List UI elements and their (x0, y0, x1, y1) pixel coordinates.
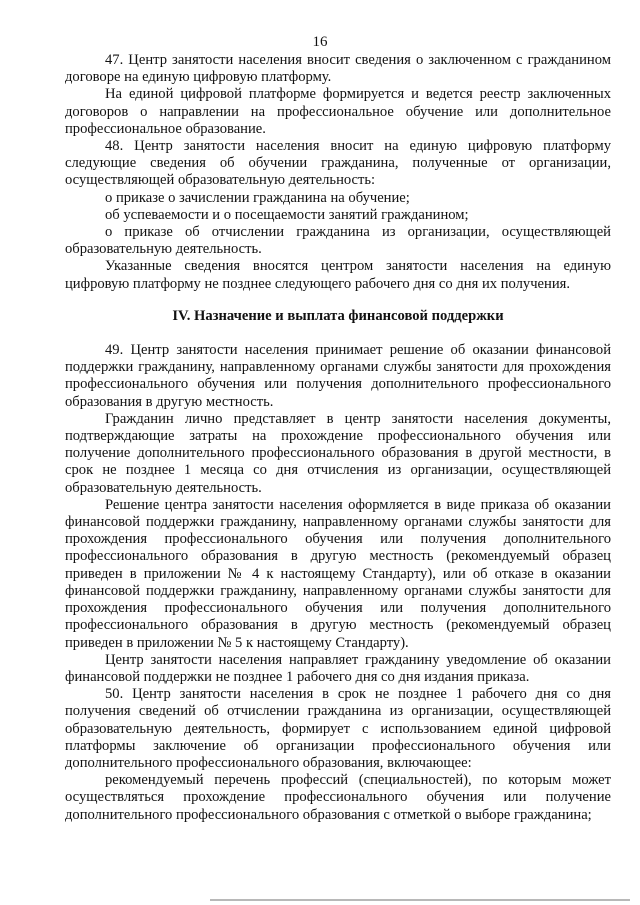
paragraph-decision: Решение центра занятости населения оформляется в виде приказа об оказании финансовой поддержки гражданину, направленному органами службы занятости для прохождения профессионального обучения или получения дополнительного профессионального образования в другую местность (рекомендуемый образец приведен в приложении № 4 к настоящему Стандарту), или об отказе в оказании финансовой поддержки гражданину, направленному органами службы занятости для прохождения профессионального обучения или получения дополнительного профессионального образования в другую местность (рекомендуемый образец приведен в приложении № 5 к настоящему Стандарту). (65, 496, 611, 651)
list-item-attendance: об успеваемости и о посещаемости занятий гражданином; (105, 206, 469, 223)
paragraph-49: 49. Центр занятости населения принимает решение об оказании финансовой поддержки гражданину, направленному органами службы занятости для прохождения профессионального обучения или получения дополнительного профессионального образования в другую местность. (65, 342, 611, 410)
document-body (65, 52, 611, 824)
paragraph-documents: Гражданин лично представляет в центр занятости населения документы, подтверждающие затраты на прохождение профессионального обучения или получение дополнительного профессионального образования в другой местности, в срок не позднее 1 месяца со дня отчисления из организации, осуществляющей образовательную деятельность. (65, 410, 611, 496)
section-heading: IV. Назначение и выплата финансовой поддержки (172, 307, 504, 324)
scan-edge-line (210, 899, 630, 901)
paragraph-notification: Центр занятости населения направляет гражданину уведомление об оказании финансовой поддержки не позднее 1 рабочего дня со дня издания приказа. (65, 651, 611, 685)
list-item-enrollment: о приказе о зачислении гражданина на обучение; (105, 189, 410, 206)
paragraph-47: 47. Центр занятости населения вносит сведения о заключенном с гражданином договоре на единую цифровую платформу. (65, 52, 611, 86)
page-number: 16 (312, 34, 328, 50)
paragraph-50: 50. Центр занятости населения в срок не позднее 1 рабочего дня со дня получения сведений об отчислении гражданина из организации, осуществляющей образовательную деятельность, формирует с использованием единой цифровой платформы заключение об организации профессионального обучения или дополнительного профессионального образования, включающее: (65, 686, 611, 771)
paragraph-registry: На единой цифровой платформе формируется и ведется реестр заключенных договоров о направлении на профессиональное обучение или дополнительное профессиональное образование. (65, 86, 611, 137)
paragraph-deadline: Указанные сведения вносятся центром занятости населения на единую цифровую платформу не позднее следующего рабочего дня со дня их получения. (65, 258, 611, 292)
paragraph-48: 48. Центр занятости населения вносит на единую цифровую платформу следующие сведения об обучении гражданина, полученные от организации, осуществляющей образовательную деятельность: (65, 138, 611, 189)
list-item-expulsion: о приказе об отчислении гражданина из организации, осуществляющей образовательную деятельность. (65, 224, 611, 258)
paragraph-recommended-list: рекомендуемый перечень профессий (специальностей), по которым может осуществляться прохождение профессионального обучения или получение дополнительного профессионального образования с отметкой о выборе гражданина; (65, 772, 611, 823)
